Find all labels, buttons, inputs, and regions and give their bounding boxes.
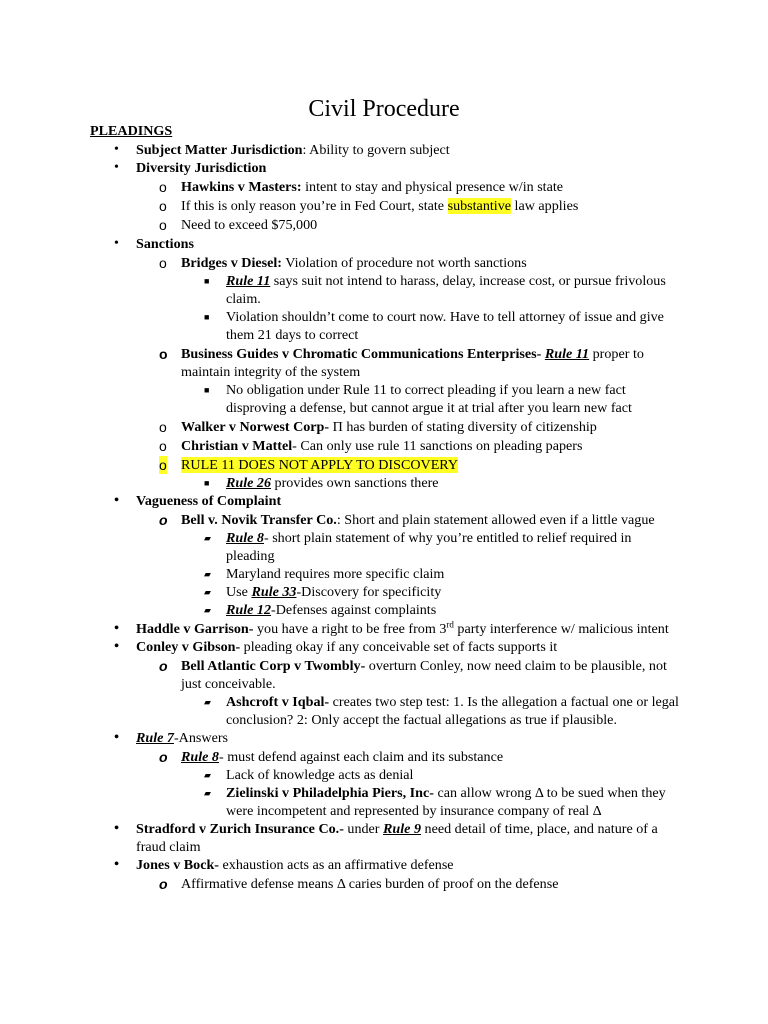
case-name: Bell Atlantic Corp v Twombly- <box>181 658 366 674</box>
item-text: creates two step test: 1. Is the allegation a factual one or legal conclusion? 2: Only accept the factual allegations as true if plausible. <box>226 694 679 728</box>
item-text: Π has burden of stating diversity of citizenship <box>329 419 597 435</box>
list-item <box>0 456 768 474</box>
list-item <box>0 657 768 693</box>
topic-label: Sanctions <box>136 236 194 252</box>
case-name: Bell v. Novik Transfer Co. <box>181 512 337 528</box>
bullet-icon: • <box>114 621 119 636</box>
list-item <box>0 601 768 619</box>
list-item <box>0 638 768 656</box>
case-name: Conley v Gibson- <box>136 639 241 655</box>
case-name: Hawkins v Masters: <box>181 179 302 195</box>
item-text: need detail of time, place, and nature of a fraud claim <box>136 821 658 855</box>
case-name: Haddle v Garrison- <box>136 621 254 637</box>
circle-bullet-icon: o <box>159 749 168 765</box>
item-text: Affirmative defense means Δ caries burden of proof on the defense <box>181 876 559 892</box>
list-item <box>0 766 768 784</box>
list-item <box>0 418 768 436</box>
circle-bullet-icon: o <box>159 346 168 362</box>
item-text: - Can only use rule 11 sanctions on pleading papers <box>292 438 583 454</box>
rule-reference: Rule 11 <box>544 346 590 362</box>
item-text: Lack of knowledge acts as denial <box>226 767 414 783</box>
circle-bullet-icon: o <box>159 658 168 674</box>
list-item <box>0 729 768 747</box>
item-text: : Ability to govern subject <box>302 142 450 158</box>
square-bullet-icon: ■ <box>204 276 210 286</box>
square-bullet-icon: ▰ <box>204 770 211 780</box>
bullet-icon: • <box>114 142 119 157</box>
square-bullet-icon: ■ <box>204 385 210 395</box>
list-item <box>0 474 768 492</box>
highlighted-text: substantive <box>447 198 511 214</box>
circle-bullet-icon: o <box>159 438 167 454</box>
item-text: says suit not intend to harass, delay, increase cost, or pursue frivolous claim. <box>226 273 666 307</box>
bullet-icon: • <box>114 821 119 836</box>
rule-reference: Rule 9 <box>383 821 422 837</box>
rule-reference: Rule 11 <box>226 273 271 289</box>
list-item <box>0 748 768 766</box>
circle-bullet-icon: o <box>159 179 167 195</box>
square-bullet-icon: ■ <box>204 312 210 322</box>
item-text: provides own sanctions there <box>271 475 439 491</box>
item-text: proper to maintain integrity of the system <box>181 346 644 380</box>
rule-reference: Rule 8 <box>226 530 264 546</box>
list-item <box>0 620 768 638</box>
item-text: pleading okay if any conceivable set of facts supports it <box>240 639 558 655</box>
list-item <box>0 141 768 159</box>
item-text: exhaustion acts as an affirmative defense <box>219 857 454 873</box>
rule-reference: Rule 12 <box>226 602 272 618</box>
rule-reference: Rule 33 <box>251 584 297 600</box>
bullet-icon: • <box>114 857 119 872</box>
list-item <box>0 820 768 856</box>
item-text: law applies <box>511 198 579 214</box>
item-text: Violation of procedure not worth sanctions <box>282 255 527 271</box>
page-title: Civil Procedure <box>308 96 460 122</box>
list-item <box>0 693 768 729</box>
case-name: Walker v Norwest Corp- <box>181 419 330 435</box>
case-name: Christian v Mattel <box>181 438 293 454</box>
list-item <box>0 565 768 583</box>
case-name: Ashcroft v Iqbal- <box>226 694 330 710</box>
list-item <box>0 381 768 417</box>
rule-reference: Rule 26 <box>226 475 272 491</box>
bullet-icon: • <box>114 236 119 251</box>
superscript: rd <box>446 619 454 630</box>
case-name: Stradford v Zurich Insurance Co.- <box>136 821 344 837</box>
square-bullet-icon: ▰ <box>204 605 211 615</box>
item-text: - must defend against each claim and its substance <box>218 749 504 765</box>
list-item <box>0 784 768 820</box>
list-item <box>0 529 768 565</box>
list-item <box>0 875 768 893</box>
circle-bullet-icon: o <box>159 512 168 528</box>
item-text: Use <box>226 584 252 600</box>
highlighted-text: RULE 11 DOES NOT APPLY TO DISCOVERY <box>181 457 459 473</box>
list-item <box>0 159 768 177</box>
list-item <box>0 492 768 510</box>
case-name: Bridges v Diesel: <box>181 255 282 271</box>
item-text: party interference w/ malicious intent <box>453 621 669 637</box>
list-item <box>0 308 768 344</box>
bullet-icon: • <box>114 493 119 508</box>
list-item <box>0 511 768 529</box>
list-item <box>0 254 768 272</box>
rule-reference: Rule 8 <box>181 749 219 765</box>
bullet-icon: • <box>114 160 119 175</box>
list-item <box>0 235 768 253</box>
item-text: If this is only reason you’re in Fed Court, state <box>181 198 448 214</box>
rule-reference: Rule 7 <box>136 730 174 746</box>
circle-bullet-icon: o <box>159 419 167 435</box>
list-item <box>0 216 768 234</box>
circle-bullet-icon: o <box>159 217 167 233</box>
bullet-icon: • <box>114 730 119 745</box>
item-text: under <box>343 821 384 837</box>
item-text: -Answers <box>173 730 228 746</box>
list-item <box>0 856 768 874</box>
case-name: Business Guides v Chromatic Communications Enterprises- <box>181 346 542 362</box>
item-text: : Short and plain statement allowed even if a little vague <box>336 512 655 528</box>
item-text: No obligation under Rule 11 to correct pleading if you learn a new fact disproving a defense, but cannot argue it at trial after you learn new fact <box>226 382 632 416</box>
list-item <box>0 437 768 455</box>
list-item <box>0 583 768 601</box>
circle-bullet-icon: o <box>159 457 167 473</box>
item-text: you have a right to be free from 3 <box>253 621 447 637</box>
case-name: Jones v Bock- <box>136 857 220 873</box>
topic-label: Diversity Jurisdiction <box>136 160 267 176</box>
item-text: -Discovery for specificity <box>296 584 442 600</box>
list-item <box>0 197 768 215</box>
item-text: - short plain statement of why you’re entitled to relief required in pleading <box>226 530 632 564</box>
item-text: Violation shouldn’t come to court now. Have to tell attorney of issue and give them 21 days to correct <box>226 309 664 343</box>
circle-bullet-icon: o <box>159 876 168 892</box>
square-bullet-icon: ▰ <box>204 587 211 597</box>
item-text: Need to exceed $75,000 <box>181 217 318 233</box>
square-bullet-icon: ■ <box>204 478 210 488</box>
item-text: Maryland requires more specific claim <box>226 566 445 582</box>
topic-label: Vagueness of Complaint <box>136 493 282 509</box>
section-heading: PLEADINGS <box>90 123 173 139</box>
square-bullet-icon: ▰ <box>204 569 211 579</box>
square-bullet-icon: ▰ <box>204 788 211 798</box>
list-item <box>0 178 768 196</box>
square-bullet-icon: ▰ <box>204 697 211 707</box>
list-item <box>0 272 768 308</box>
item-text: -Defenses against complaints <box>271 602 437 618</box>
circle-bullet-icon: o <box>159 255 167 271</box>
case-name: Zielinski v Philadelphia Piers, Inc- <box>226 785 434 801</box>
item-text: can allow wrong Δ to be sued when they were incompetent and represented by insurance company of real Δ <box>226 785 666 819</box>
item-text: intent to stay and physical presence w/in state <box>301 179 564 195</box>
case-name: Subject Matter Jurisdiction <box>136 142 303 158</box>
square-bullet-icon: ▰ <box>204 533 211 543</box>
bullet-icon: • <box>114 639 119 654</box>
list-item <box>0 345 768 381</box>
outline <box>0 141 768 893</box>
circle-bullet-icon: o <box>159 198 167 214</box>
item-text: overturn Conley, now need claim to be plausible, not just conceivable. <box>181 658 667 692</box>
